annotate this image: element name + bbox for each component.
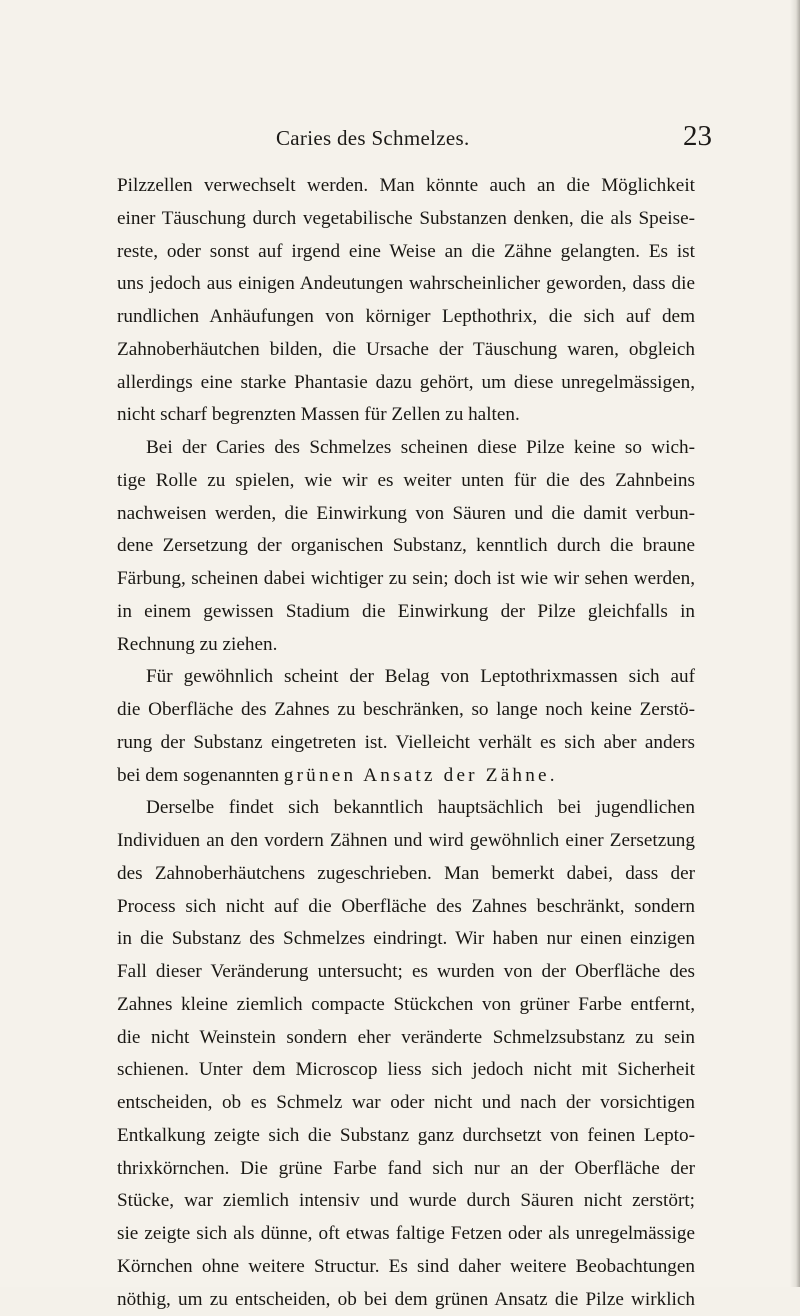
text-line — [117, 760, 695, 793]
text-line: schienen. Unter dem Microscop liess sich jedoch nicht mit Sicherheit — [117, 1054, 695, 1087]
text-line: thrixkörnchen. Die grüne Farbe fand sich nur an der Oberfläche der — [117, 1153, 695, 1186]
text-line: nachweisen werden, die Einwirkung von Säuren und die damit verbun- — [117, 498, 695, 531]
text-line: Individuen an den vordern Zähnen und wird gewöhnlich einer Zersetzung — [117, 825, 695, 858]
text-line: sie zeigte sich als dünne, oft etwas faltige Fetzen oder als unregelmässige — [117, 1218, 695, 1251]
page-edge-shadow — [790, 0, 800, 1287]
text-line: Fall dieser Veränderung untersucht; es wurden von der Oberfläche des — [117, 956, 695, 989]
text-line: Bei der Caries des Schmelzes scheinen diese Pilze keine so wich- — [117, 432, 695, 465]
text-line: nicht scharf begrenzten Massen für Zellen zu halten. — [117, 399, 695, 432]
text-line: des Zahnoberhäutchens zugeschrieben. Man bemerkt dabei, dass der — [117, 858, 695, 891]
text-line: nöthig, um zu entscheiden, ob bei dem grünen Ansatz die Pilze wirklich — [117, 1284, 695, 1316]
text-line: die Oberfläche des Zahnes zu beschränken, so lange noch keine Zerstö- — [117, 694, 695, 727]
text-line: Zahnoberhäutchen bilden, die Ursache der Täuschung waren, obgleich — [117, 334, 695, 367]
running-head — [0, 126, 800, 158]
text-line: Zahnes kleine ziemlich compacte Stückchen von grüner Farbe entfernt, — [117, 989, 695, 1022]
text-line: reste, oder sonst auf irgend eine Weise an die Zähne gelangten. Es ist — [117, 236, 695, 269]
page-number: 23 — [683, 120, 712, 153]
text-line: Process sich nicht auf die Oberfläche des Zahnes beschränkt, sondern — [117, 891, 695, 924]
text-line: allerdings eine starke Phantasie dazu gehört, um diese unregelmässigen, — [117, 367, 695, 400]
text-line: Stücke, war ziemlich intensiv und wurde durch Säuren nicht zerstört; — [117, 1185, 695, 1218]
spaced-emphasis: grünen Ansatz der Zähne. — [284, 765, 558, 786]
text-line: einer Täuschung durch vegetabilische Substanzen denken, die als Speise- — [117, 203, 695, 236]
text-line: rundlichen Anhäufungen von körniger Lepthothrix, die sich auf dem — [117, 301, 695, 334]
text-fragment: bei dem sogenannten — [117, 765, 284, 786]
text-line: tige Rolle zu spielen, wie wir es weiter unten für die des Zahnbeins — [117, 465, 695, 498]
text-line: Pilzzellen verwechselt werden. Man könnte auch an die Möglichkeit — [117, 170, 695, 203]
text-line: entscheiden, ob es Schmelz war oder nicht und nach der vorsichtigen — [117, 1087, 695, 1120]
text-line: Für gewöhnlich scheint der Belag von Leptothrixmassen sich auf — [117, 661, 695, 694]
text-line: Entkalkung zeigte sich die Substanz ganz durchsetzt von feinen Lepto- — [117, 1120, 695, 1153]
text-line: Körnchen ohne weitere Structur. Es sind daher weitere Beobachtungen — [117, 1251, 695, 1284]
text-line: Derselbe findet sich bekanntlich hauptsächlich bei jugendlichen — [117, 792, 695, 825]
text-line: uns jedoch aus einigen Andeutungen wahrscheinlicher geworden, dass die — [117, 268, 695, 301]
text-line: die nicht Weinstein sondern eher veränderte Schmelzsubstanz zu sein — [117, 1022, 695, 1055]
text-line: Rechnung zu ziehen. — [117, 629, 695, 662]
text-line: in einem gewissen Stadium die Einwirkung der Pilze gleichfalls in — [117, 596, 695, 629]
body-text — [117, 170, 695, 1316]
text-line: rung der Substanz eingetreten ist. Vielleicht verhält es sich aber anders — [117, 727, 695, 760]
text-line: in die Substanz des Schmelzes eindringt. Wir haben nur einen einzigen — [117, 923, 695, 956]
text-line: dene Zersetzung der organischen Substanz, kenntlich durch die braune — [117, 530, 695, 563]
running-title: Caries des Schmelzes. — [276, 126, 470, 151]
text-line: Färbung, scheinen dabei wichtiger zu sein; doch ist wie wir sehen werden, — [117, 563, 695, 596]
